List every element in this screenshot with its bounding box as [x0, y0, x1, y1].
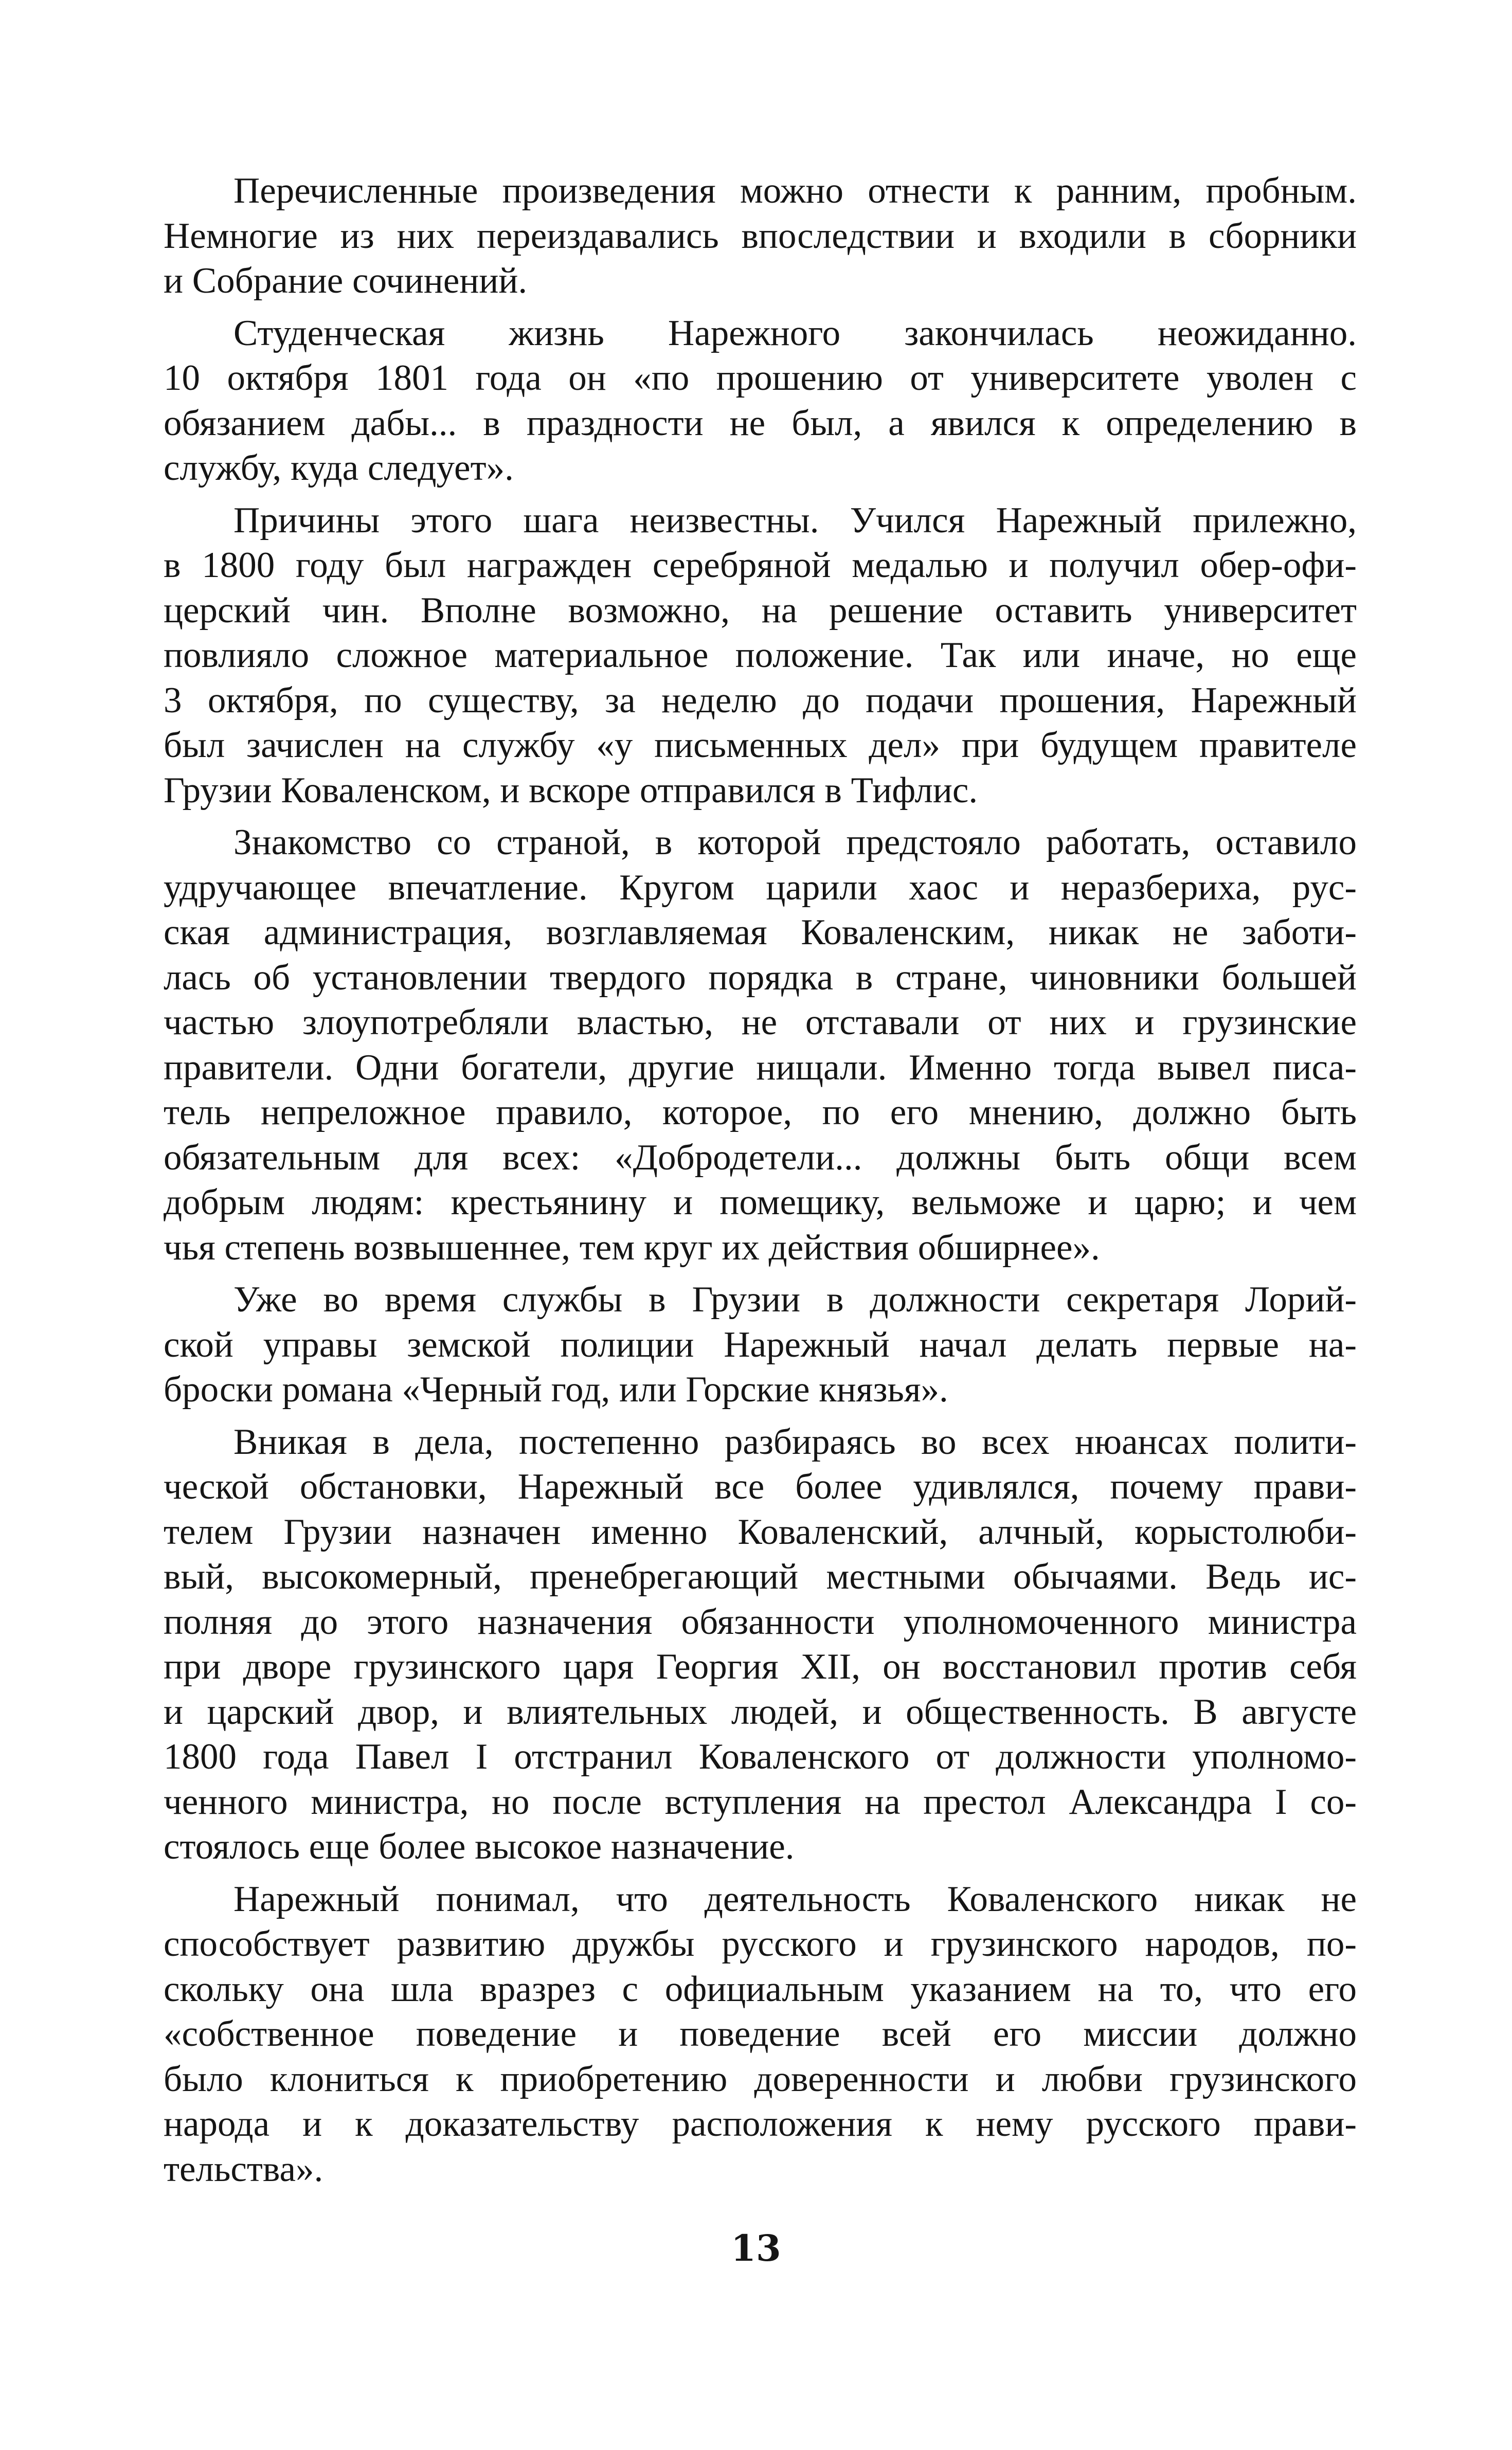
page-number: 13 [731, 2227, 781, 2269]
text-line: ская администрация, возглавляемая Коваленским, никак не заботи- [164, 912, 1357, 952]
text-line: полняя до этого назначения обязанности уполномоченного министра [164, 1601, 1357, 1642]
text-line: обязанием дабы... в праздности не был, а явился к определению в [164, 403, 1357, 443]
text-line: скольку она шла вразрез с официальным указанием на то, что его [164, 1969, 1357, 2009]
text-line: лась об установлении твердого порядка в стране, чиновники большей [164, 957, 1357, 998]
text-line: церский чин. Вполне возможно, на решение оставить университет [164, 590, 1357, 630]
text-line: ской управы земской полиции Нарежный начал делать первые на- [164, 1324, 1357, 1365]
text-line: стоялось еще более высокое назначение. [164, 1827, 795, 1867]
paragraph [164, 311, 1357, 491]
text-line: частью злоупотребляли властью, не отставали от них и грузинские [164, 1002, 1357, 1042]
text-line: добрым людям: крестьянину и помещику, вельможе и царю; и чем [164, 1182, 1357, 1222]
text-line: службу, куда следует». [164, 448, 514, 488]
paragraph [164, 1420, 1357, 1870]
text-line: при дворе грузинского царя Георгия XII, он восстановил против себя [164, 1647, 1357, 1687]
text-line: был зачислен на службу «у письменных дел» при будущем правителе [164, 725, 1357, 765]
paragraph [164, 1877, 1357, 2192]
body-text [164, 169, 1357, 2199]
paragraph [164, 169, 1357, 304]
paragraph [164, 1277, 1357, 1413]
text-line: 3 октября, по существу, за неделю до подачи прошения, Нарежный [164, 680, 1357, 720]
text-line: Студенческая жизнь Нарежного закончилась неожиданно. [233, 313, 1357, 353]
text-line: 10 октября 1801 года он «по прошению от университете уволен с [164, 358, 1357, 398]
text-line: ченного министра, но после вступления на престол Александра I со- [164, 1781, 1357, 1822]
text-line: броски романа «Черный год, или Горские князья». [164, 1370, 948, 1410]
text-line: Вникая в дела, постепенно разбираясь во всех нюансах полити- [233, 1421, 1357, 1462]
paragraph [164, 498, 1357, 814]
text-line: удручающее впечатление. Кругом царили хаос и неразбериха, рус- [164, 867, 1357, 908]
text-line: Нарежный понимал, что деятельность Коваленского никак не [233, 1879, 1357, 1919]
text-line: «собственное поведение и поведение всей его миссии должно [164, 2014, 1357, 2054]
text-line: правители. Одни богатели, другие нищали. Именно тогда вывел писа- [164, 1047, 1357, 1088]
text-line: Знакомство со страной, в которой предстояло работать, оставило [233, 822, 1357, 862]
text-line: Уже во время службы в Грузии в должности секретаря Лорий- [233, 1280, 1357, 1320]
text-line: ческой обстановки, Нарежный все более удивлялся, почему прави- [164, 1467, 1357, 1507]
text-line: Немногие из них переиздавались впоследствии и входили в сборники [164, 215, 1357, 256]
text-line: повлияло сложное материальное положение. Так или иначе, но еще [164, 635, 1357, 675]
text-line: тель непреложное правило, которое, по его мнению, должно быть [164, 1092, 1357, 1132]
text-line: народа и к доказательству расположения к нему русского прави- [164, 2104, 1357, 2144]
text-line: и Собрание сочинений. [164, 261, 528, 301]
text-line: Перечисленные произведения можно отнести к ранним, пробным. [233, 171, 1357, 211]
text-line: было клониться к приобретению доверенности и любви грузинского [164, 2059, 1357, 2099]
text-line: Причины этого шага неизвестны. Учился Нарежный прилежно, [233, 500, 1357, 541]
text-line: в 1800 году был награжден серебряной медалью и получил обер-офи- [164, 545, 1357, 585]
text-line: обязательным для всех: «Добродетели... должны быть общи всем [164, 1137, 1357, 1178]
text-line: и царский двор, и влиятельных людей, и общественность. В августе [164, 1691, 1357, 1732]
text-line: способствует развитию дружбы русского и грузинского народов, по- [164, 1924, 1357, 1964]
text-line: вый, высокомерный, пренебрегающий местными обычаями. Ведь ис- [164, 1557, 1357, 1597]
text-line: тельства». [164, 2149, 323, 2189]
text-line: телем Грузии назначен именно Коваленский, алчный, корыстолюби- [164, 1511, 1357, 1552]
text-line: 1800 года Павел I отстранил Коваленского от должности уполномо- [164, 1737, 1357, 1777]
text-line: чья степень возвышеннее, тем круг их действия обширнее». [164, 1227, 1100, 1268]
paragraph [164, 820, 1357, 1270]
text-line: Грузии Коваленском, и вскоре отправился в Тифлис. [164, 770, 978, 810]
